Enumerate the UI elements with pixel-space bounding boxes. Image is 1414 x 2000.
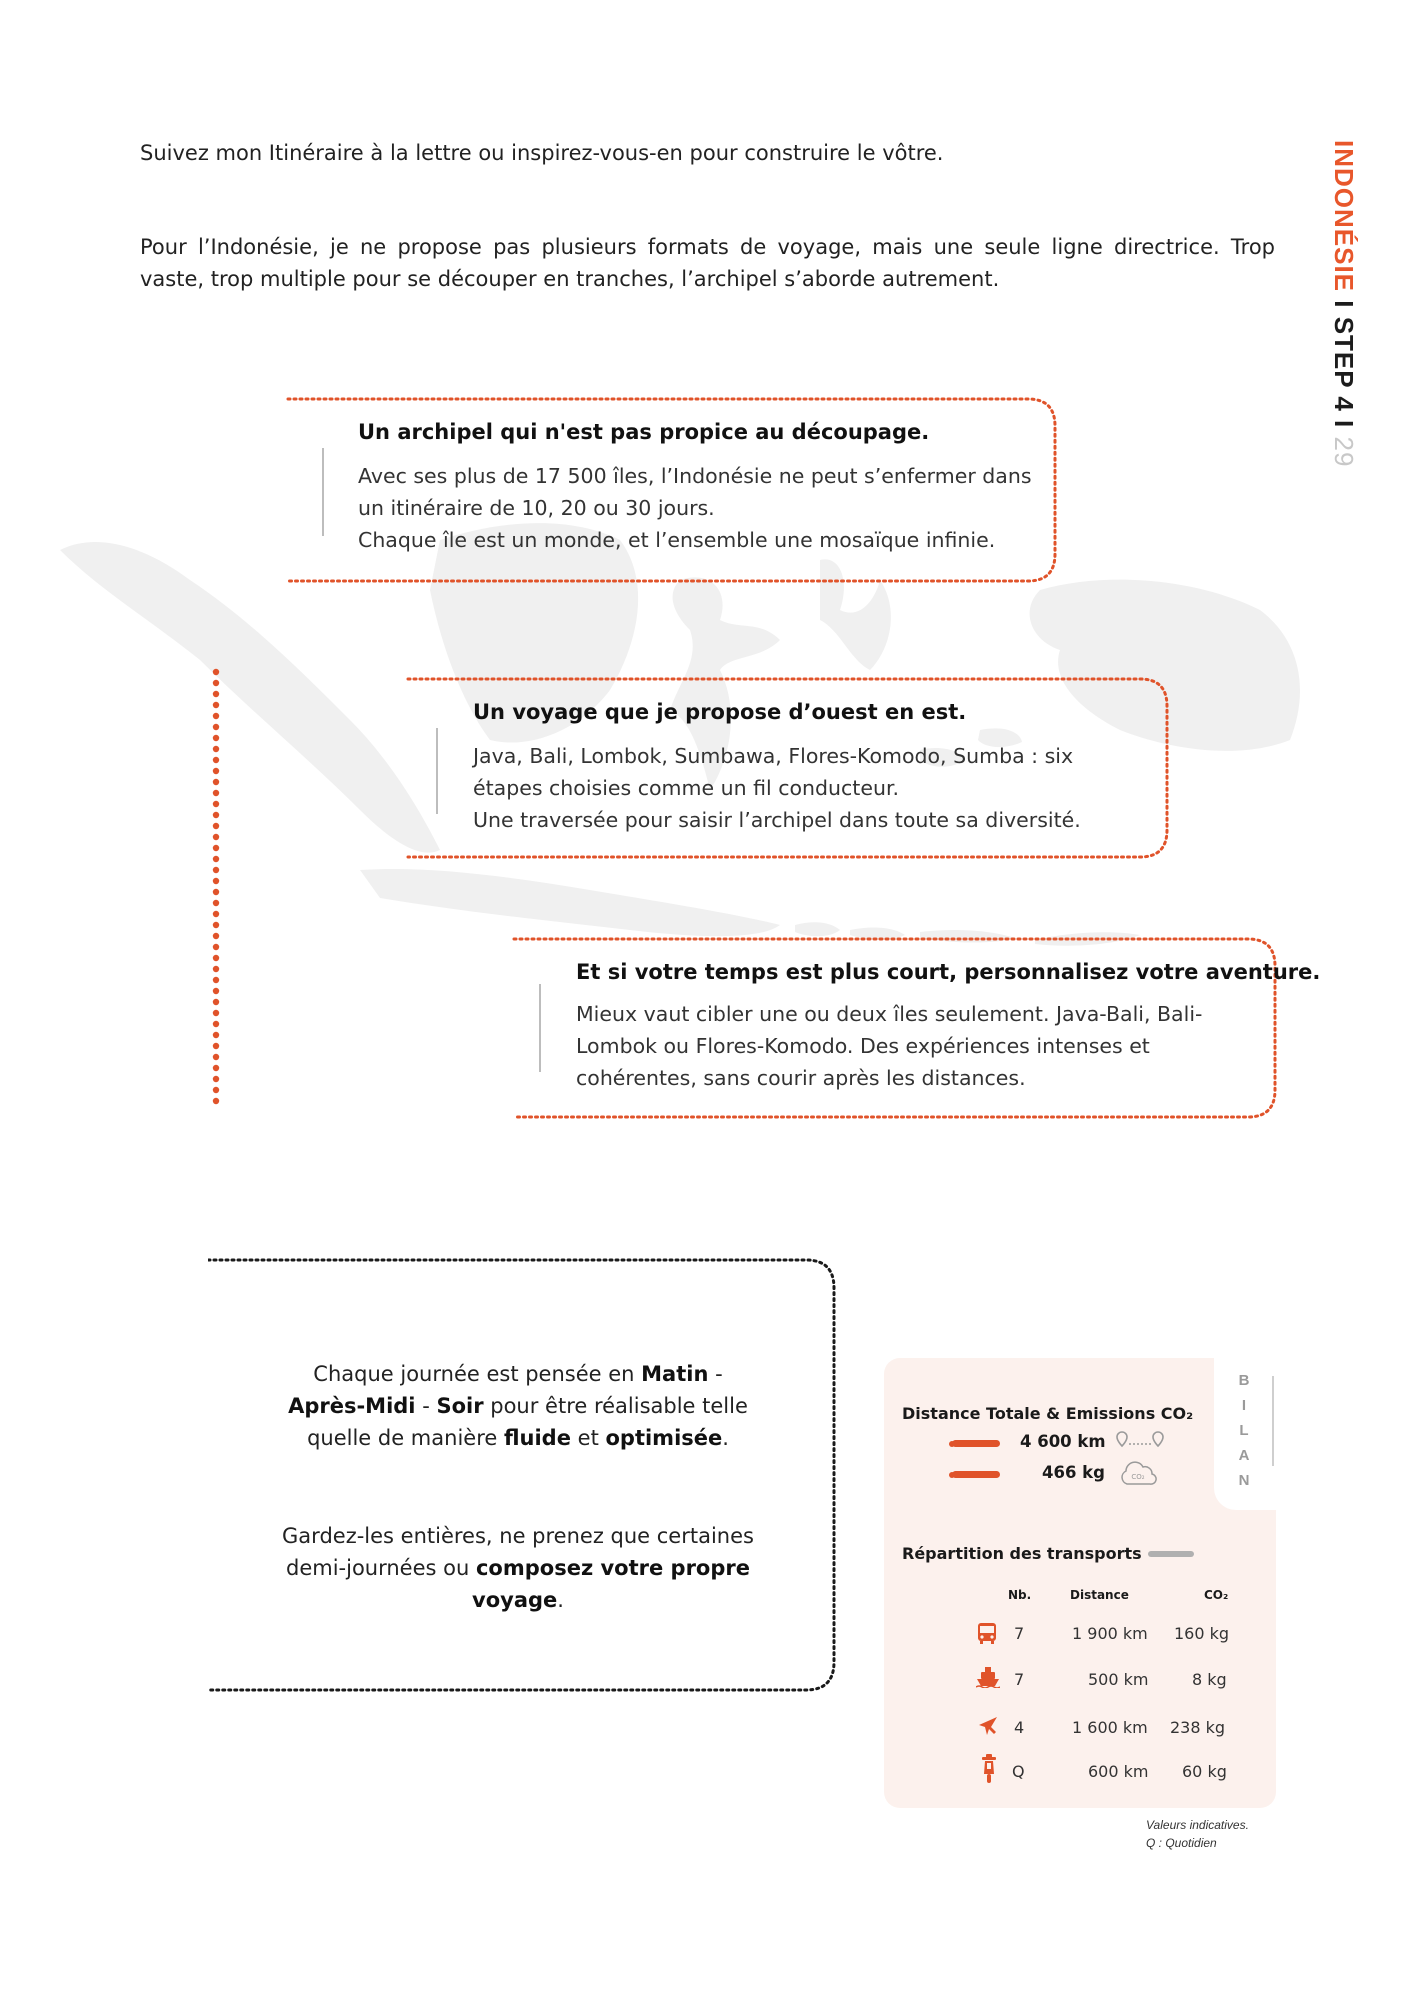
timeline-dot bbox=[213, 1098, 219, 1104]
card-line: Lombok ou Flores-Komodo. Des expériences intenses et bbox=[576, 1034, 1150, 1058]
timeline-dot bbox=[213, 834, 219, 840]
column-distance: Distance bbox=[1070, 1588, 1129, 1602]
side-tab-country: INDONÉSIE bbox=[1329, 140, 1359, 293]
card-line: cohérentes, sans courir après les distances. bbox=[576, 1066, 1026, 1090]
bus-distance: 1 900 km bbox=[1072, 1624, 1148, 1643]
boat-distance: 500 km bbox=[1088, 1670, 1149, 1689]
timeline-dot bbox=[213, 999, 219, 1005]
intro-sentence: Suivez mon Itinéraire à la lettre ou inspirez-vous-en pour construire le vôtre. bbox=[140, 141, 944, 165]
timeline-dot bbox=[213, 955, 219, 961]
card-title: Et si votre temps est plus court, personnalisez votre aventure. bbox=[576, 960, 1321, 984]
bus-icon bbox=[976, 1622, 998, 1644]
bilan-tab-rule bbox=[1272, 1376, 1274, 1466]
plane-co2: 238 kg bbox=[1170, 1718, 1226, 1737]
timeline-dot bbox=[213, 812, 219, 818]
timeline-dot bbox=[213, 801, 219, 807]
scooter-co2: 60 kg bbox=[1182, 1762, 1227, 1781]
scooter-count: Q bbox=[1012, 1762, 1025, 1781]
timeline-dot bbox=[213, 735, 219, 741]
split-title: Répartition des transports bbox=[902, 1544, 1142, 1563]
timeline-dot bbox=[213, 680, 219, 686]
method-dotted-frame bbox=[208, 1258, 836, 1692]
timeline-dot bbox=[213, 900, 219, 906]
info-card-personalize bbox=[514, 938, 1321, 1118]
card-title: Un voyage que je propose d’ouest en est. bbox=[473, 700, 967, 724]
timeline-dot bbox=[213, 1010, 219, 1016]
bus-co2: 160 kg bbox=[1174, 1624, 1230, 1643]
card-line: Mieux vaut cibler une ou deux îles seulement. Java-Bali, Bali- bbox=[576, 1002, 1203, 1026]
card-body bbox=[576, 998, 1266, 1094]
timeline-dot bbox=[213, 911, 219, 917]
timeline-dot bbox=[213, 669, 219, 675]
page-number: 29 bbox=[1329, 436, 1359, 468]
footnote-daily: Q : Quotidien bbox=[1146, 1836, 1217, 1850]
card-line: Java, Bali, Lombok, Sumbawa, Flores-Komodo, Sumba : six bbox=[473, 744, 1074, 768]
card-line: Avec ses plus de 17 500 îles, l’Indonésie ne peut s’enfermer dans bbox=[358, 464, 1032, 488]
timeline-dot bbox=[213, 724, 219, 730]
card-line: un itinéraire de 10, 20 ou 30 jours. bbox=[358, 496, 715, 520]
scooter-icon bbox=[980, 1754, 998, 1784]
card-body bbox=[358, 460, 1038, 556]
scooter-distance: 600 km bbox=[1088, 1762, 1149, 1781]
split-bar bbox=[1148, 1551, 1194, 1557]
distance-bar bbox=[952, 1440, 1000, 1447]
timeline-dotted-line bbox=[211, 668, 221, 1108]
boat-count: 7 bbox=[1014, 1670, 1025, 1689]
timeline-dot bbox=[213, 768, 219, 774]
bilan-letter: N bbox=[1238, 1472, 1250, 1489]
timeline-dot bbox=[213, 944, 219, 950]
bilan-letter: B bbox=[1238, 1372, 1250, 1389]
column-co2: CO₂ bbox=[1204, 1588, 1229, 1602]
timeline-dot bbox=[213, 878, 219, 884]
timeline-dot bbox=[213, 746, 219, 752]
timeline-dot bbox=[213, 757, 219, 763]
timeline-dot bbox=[213, 867, 219, 873]
boat-co2: 8 kg bbox=[1192, 1670, 1227, 1689]
timeline-dot bbox=[213, 790, 219, 796]
svg-text:CO₂: CO₂ bbox=[1131, 1473, 1145, 1481]
method-paragraph-days: Chaque journée est pensée en Matin - Après-Midi - Soir pour être réalisable telle quelle de manière fluide et optimisée. bbox=[288, 1362, 748, 1450]
card-title: Un archipel qui n'est pas propice au découpage. bbox=[358, 420, 930, 444]
timeline-dot bbox=[213, 1032, 219, 1038]
card-rule bbox=[539, 984, 541, 1072]
side-tab bbox=[1328, 140, 1359, 467]
card-body bbox=[473, 740, 1153, 836]
timeline-dot bbox=[213, 933, 219, 939]
footnote-indicative: Valeurs indicatives. bbox=[1146, 1818, 1249, 1832]
card-line: Chaque île est un monde, et l’ensemble une mosaïque infinie. bbox=[358, 528, 996, 552]
route-pin-icon bbox=[1116, 1430, 1166, 1456]
timeline-dot bbox=[213, 691, 219, 697]
timeline-dot bbox=[213, 779, 219, 785]
intro-paragraph: Pour l’Indonésie, je ne propose pas plusieurs formats de voyage, mais une seule ligne directrice. Trop vaste, trop multiple pour se découper en tranches, l’archipel s’aborde autrement. bbox=[140, 235, 1275, 291]
timeline-dot bbox=[213, 713, 219, 719]
timeline-dot bbox=[213, 988, 219, 994]
info-card-west-east bbox=[408, 678, 1168, 858]
timeline-dot bbox=[213, 1021, 219, 1027]
timeline-dot bbox=[213, 922, 219, 928]
timeline-dot bbox=[213, 889, 219, 895]
timeline-dot bbox=[213, 1043, 219, 1049]
card-line: Une traversée pour saisir l’archipel dans toute sa diversité. bbox=[473, 808, 1081, 832]
column-nb: Nb. bbox=[1008, 1588, 1032, 1602]
timeline-dot bbox=[213, 1076, 219, 1082]
timeline-dot bbox=[213, 966, 219, 972]
timeline-dot bbox=[213, 1065, 219, 1071]
card-rule bbox=[436, 728, 438, 814]
timeline-dot bbox=[213, 702, 219, 708]
method-box bbox=[208, 1258, 836, 1692]
timeline-dot bbox=[213, 823, 219, 829]
boat-icon bbox=[976, 1666, 1000, 1688]
bilan-letter: A bbox=[1238, 1447, 1250, 1464]
card-line: étapes choisies comme un fil conducteur. bbox=[473, 776, 900, 800]
bilan-letter: I bbox=[1241, 1397, 1247, 1414]
plane-count: 4 bbox=[1014, 1718, 1025, 1737]
co2-cloud-icon bbox=[1118, 1458, 1158, 1488]
method-paragraph-custom: Gardez-les entières, ne prenez que certaines demi-journées ou composez votre propre voyage. bbox=[282, 1524, 754, 1612]
timeline-dot bbox=[213, 1087, 219, 1093]
card-rule bbox=[322, 448, 324, 536]
info-card-archipelago bbox=[288, 398, 1056, 582]
plane-icon bbox=[976, 1714, 1000, 1738]
side-tab-step: I STEP 4 I bbox=[1329, 292, 1359, 437]
timeline-dot bbox=[213, 856, 219, 862]
plane-distance: 1 600 km bbox=[1072, 1718, 1148, 1737]
total-emissions: 466 kg bbox=[1042, 1463, 1105, 1482]
timeline-dot bbox=[213, 845, 219, 851]
bilan-letter: L bbox=[1239, 1422, 1249, 1439]
bus-count: 7 bbox=[1014, 1624, 1025, 1643]
emissions-bar bbox=[952, 1471, 1000, 1478]
bilan-panel bbox=[884, 1358, 1276, 1808]
totals-title: Distance Totale & Emissions CO₂ bbox=[902, 1404, 1194, 1423]
timeline-dot bbox=[213, 1054, 219, 1060]
timeline-dot bbox=[213, 977, 219, 983]
total-distance: 4 600 km bbox=[1020, 1432, 1106, 1451]
